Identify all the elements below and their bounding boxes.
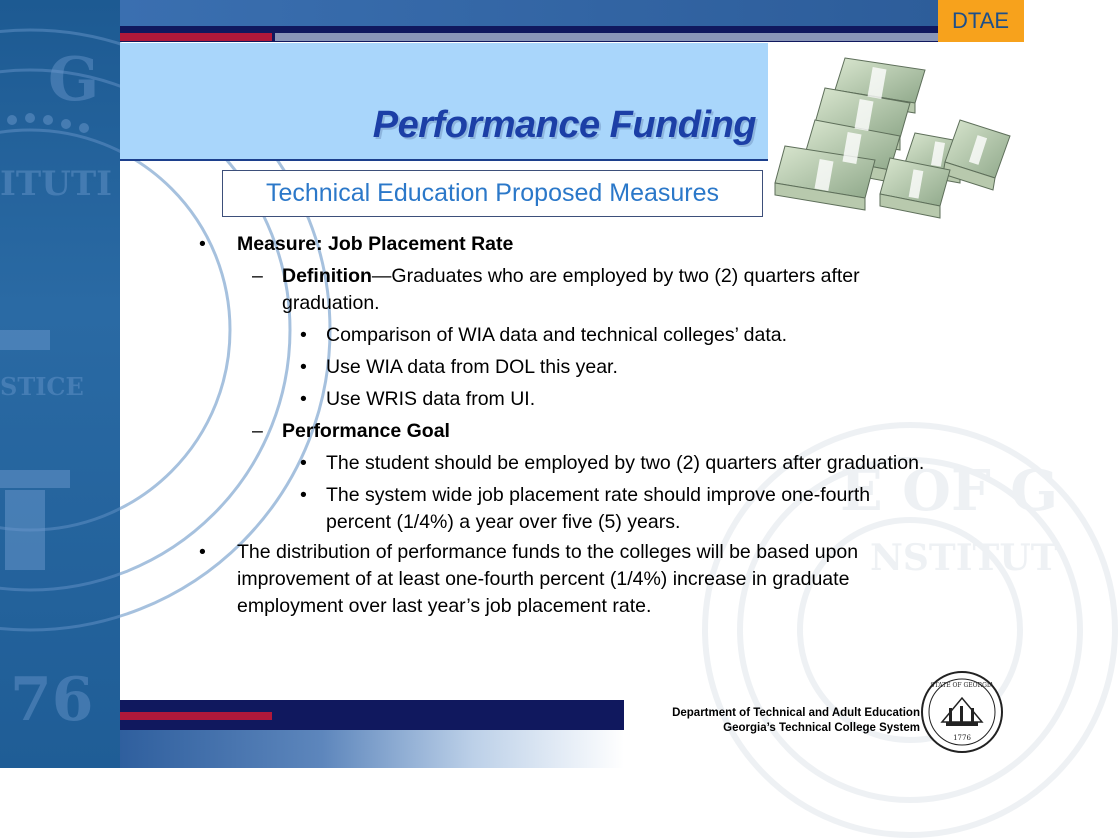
- definition-point: Use WIA data from DOL this year.: [326, 356, 618, 378]
- footer-line-2: Georgia’s Technical College System: [723, 722, 920, 734]
- goal-label: Performance Goal: [282, 420, 450, 442]
- slide-title: Performance Funding: [372, 104, 756, 146]
- list-item: [196, 322, 926, 349]
- goal-point: The student should be employed by two (2) quarters after graduation.: [326, 452, 925, 474]
- bullet-icon: •: [199, 541, 206, 563]
- list-item: [196, 231, 926, 258]
- goal-point: The system wide job placement rate should improve one-fourth percent (1/4%) a year over five (5) years.: [326, 484, 871, 533]
- svg-text:1776: 1776: [953, 734, 971, 742]
- list-item: [196, 482, 926, 536]
- list-item: [196, 539, 926, 620]
- dash-icon: –: [252, 420, 263, 442]
- slide-subtitle: Technical Education Proposed Measures: [222, 170, 763, 217]
- money-stacks-icon: [775, 48, 1015, 228]
- footer-line-1: Department of Technical and Adult Education: [672, 707, 920, 719]
- svg-text:NSTITUT: NSTITUT: [870, 537, 1058, 579]
- list-item: [196, 354, 926, 381]
- list-item: [196, 263, 926, 317]
- bullet-icon: •: [300, 484, 307, 506]
- bullet-icon: •: [300, 324, 307, 346]
- slide-body: [196, 228, 926, 620]
- svg-text:ITUTI: ITUTI: [0, 164, 113, 204]
- svg-text:G: G: [48, 45, 100, 115]
- top-red-accent: [120, 33, 272, 41]
- left-seal-panel: [0, 0, 120, 768]
- definition-point: Comparison of WIA data and technical colleges’ data.: [326, 324, 788, 346]
- bullet-icon: •: [300, 356, 307, 378]
- top-gray-accent: [275, 33, 940, 41]
- measure-heading: Measure: Job Placement Rate: [237, 233, 514, 255]
- definition-text: —Graduates who are employed by two (2) quarters after graduation.: [282, 265, 860, 314]
- svg-text:E OF G: E OF G: [840, 458, 1059, 524]
- dtae-badge: DTAE: [938, 0, 1024, 42]
- svg-text:STICE: STICE: [0, 372, 84, 401]
- bullet-icon: •: [199, 233, 206, 255]
- list-item: [196, 418, 926, 445]
- distribution-text: The distribution of performance funds to the colleges will be based upon improvement of at least one-fourth percent (1/4%) increase in graduate employment over last year’s job placement rate.: [237, 541, 859, 617]
- state-seal-watermark-icon: [0, 0, 120, 768]
- list-item: [196, 386, 926, 413]
- list-item: [196, 450, 926, 477]
- footer-red-accent: [120, 712, 272, 720]
- dash-icon: –: [252, 265, 263, 287]
- definition-label: Definition: [282, 265, 372, 287]
- bullet-icon: •: [300, 388, 307, 410]
- title-underline: [120, 159, 768, 161]
- footer-organization: [672, 706, 920, 736]
- bullet-icon: •: [300, 452, 307, 474]
- svg-text:STATE OF GEORGIA: STATE OF GEORGIA: [930, 682, 994, 689]
- top-bar: [120, 0, 940, 26]
- state-seal-icon: [920, 670, 1004, 754]
- svg-text:76: 76: [10, 665, 94, 735]
- definition-point: Use WRIS data from UI.: [326, 388, 536, 410]
